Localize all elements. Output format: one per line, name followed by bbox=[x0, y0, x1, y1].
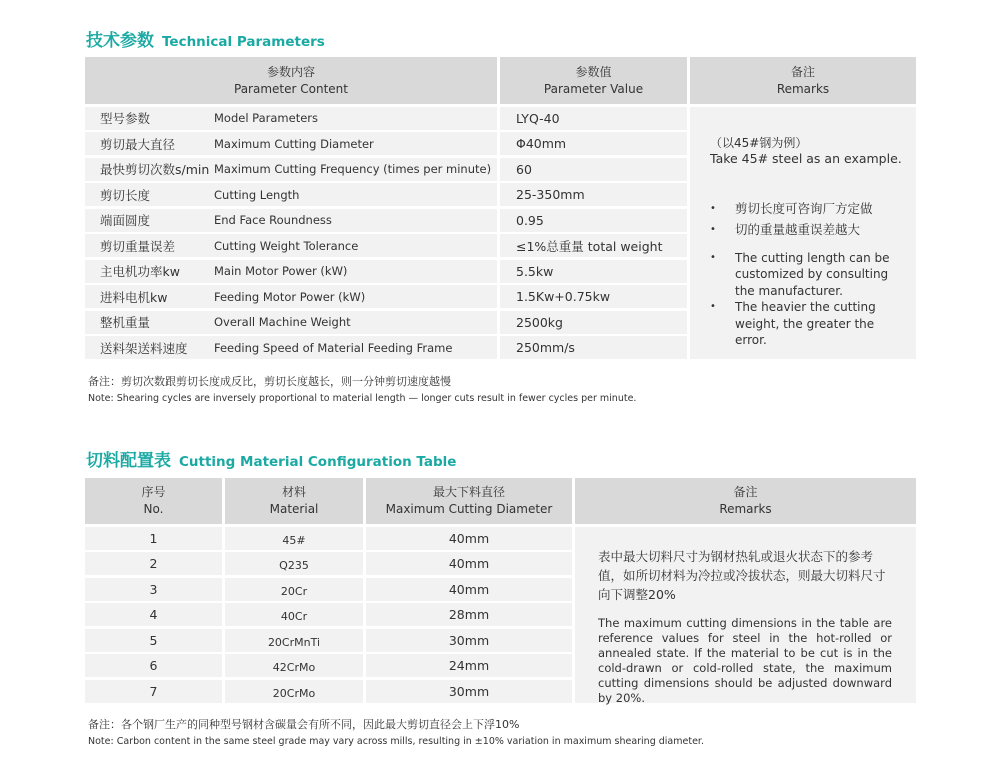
row-number-cell: 6 bbox=[85, 654, 222, 677]
header-max-diameter bbox=[366, 478, 572, 524]
parameter-value-cell: Φ40mm bbox=[500, 132, 687, 155]
parameter-name-cn: 端面圆度 bbox=[100, 213, 151, 228]
material-cell: 20CrMnTi bbox=[225, 629, 363, 652]
diameter-cell: 40mm bbox=[366, 527, 572, 550]
parameter-name-cn: 剪切重量误差 bbox=[100, 238, 176, 254]
row-number-cell: 4 bbox=[85, 603, 222, 626]
note-en: Note: Carbon content in the same steel grade may vary across mills, resulting in ±10% variation in maximum shearing diameter. bbox=[88, 736, 704, 747]
row-number-cell: 1 bbox=[85, 527, 222, 550]
parameter-name-cn: 最快剪切次数s/min bbox=[100, 162, 210, 177]
remarks-cell bbox=[690, 107, 916, 360]
header-material bbox=[225, 478, 363, 524]
parameter-name-cn: 剪切长度 bbox=[100, 187, 151, 203]
parameter-content-cell bbox=[85, 260, 497, 283]
remarks-en: The maximum cutting dimensions in the table are reference values for steel in the hot-rolled or annealed state. If the material to be cut is in the cold-drawn or cold-rolled state, the maximum cutting dimensions should be adjusted downward by 20%. bbox=[598, 615, 892, 705]
technical-parameters-table bbox=[85, 57, 916, 359]
note-cn: 备注：各个钢厂生产的同种型号钢材含碳量会有所不同，因此最大剪切直径会上下浮10% bbox=[88, 718, 520, 731]
parameter-name-cn: 进料电机kw bbox=[100, 289, 168, 305]
parameter-content-cell bbox=[85, 311, 497, 334]
material-cell: 20Cr bbox=[225, 578, 363, 601]
parameter-name-en: End Face Roundness bbox=[214, 213, 332, 227]
material-cell: 42CrMo bbox=[225, 654, 363, 677]
parameter-value-cell: ≤1%总重量 total weight bbox=[500, 234, 687, 257]
technical-note bbox=[88, 374, 636, 407]
parameter-name-en: Maximum Cutting Diameter bbox=[214, 136, 374, 151]
remarks-example-en: Take 45# steel as an example. bbox=[710, 151, 902, 166]
parameter-name-cn: 主电机功率kw bbox=[100, 264, 180, 279]
remark-bullet: • 剪切长度可咨询厂方定做 bbox=[710, 198, 906, 219]
parameter-value-cell: LYQ-40 bbox=[500, 107, 687, 130]
header-en: Material bbox=[269, 502, 319, 516]
parameter-name-en: Feeding Motor Power (kW) bbox=[214, 289, 366, 304]
parameter-value-cell: 2500kg bbox=[500, 311, 687, 334]
parameter-name-en: Cutting Weight Tolerance bbox=[214, 238, 359, 253]
parameter-name-en: Model Parameters bbox=[214, 111, 319, 125]
parameter-content-cell bbox=[85, 158, 497, 181]
header-cn: 备注 bbox=[790, 64, 815, 79]
title-en: Cutting Material Configuration Table bbox=[179, 454, 457, 470]
diameter-cell: 24mm bbox=[366, 654, 572, 677]
remarks-cell bbox=[575, 527, 916, 703]
header-cn: 序号 bbox=[141, 485, 166, 499]
remark-bullet: • The heavier the cutting weight, the greater the error. bbox=[710, 299, 906, 349]
parameter-content-cell bbox=[85, 183, 497, 206]
header-remarks bbox=[690, 57, 916, 104]
parameter-name-cn: 送料架送料速度 bbox=[100, 340, 188, 356]
parameter-value-cell: 5.5kw bbox=[500, 260, 687, 283]
title-en: Technical Parameters bbox=[162, 34, 325, 50]
title-cn: 技术参数 bbox=[86, 31, 154, 51]
remarks-cn: 表中最大切料尺寸为钢材热轧或退火状态下的参考值，如所切材料为冷拉或冷拔状态，则最大切料尺寸向下调整20% bbox=[598, 548, 886, 602]
parameter-name-en: Overall Machine Weight bbox=[214, 315, 351, 329]
material-note bbox=[88, 717, 704, 750]
parameter-name-en: Main Motor Power (kW) bbox=[214, 264, 348, 278]
remarks-example-cn: （以45#钢为例） bbox=[710, 135, 808, 150]
header-en: Remarks bbox=[776, 81, 830, 96]
parameter-content-cell bbox=[85, 285, 497, 308]
parameter-name-en: Maximum Cutting Frequency (times per minute) bbox=[214, 162, 492, 176]
material-cell: 40Cr bbox=[225, 603, 363, 626]
parameter-content-cell bbox=[85, 209, 497, 232]
header-cn: 备注 bbox=[733, 485, 758, 499]
parameter-content-cell bbox=[85, 336, 497, 359]
parameter-content-cell bbox=[85, 107, 497, 130]
remark-bullet: • The cutting length can be customized by consulting the manufacturer. bbox=[710, 250, 906, 300]
parameter-value-cell: 250mm/s bbox=[500, 336, 687, 359]
parameter-value-cell: 0.95 bbox=[500, 209, 687, 232]
header-en: Remarks bbox=[719, 502, 772, 516]
row-number-cell: 3 bbox=[85, 578, 222, 601]
header-parameter-content bbox=[85, 57, 497, 104]
diameter-cell: 40mm bbox=[366, 578, 572, 601]
diameter-cell: 30mm bbox=[366, 680, 572, 703]
header-cn: 材料 bbox=[281, 485, 306, 499]
parameter-name-en: Cutting Length bbox=[214, 187, 300, 202]
material-cell: 20CrMo bbox=[225, 680, 363, 703]
remark-bullet: • 切的重量越重误差越大 bbox=[710, 219, 906, 240]
parameter-value-cell: 60 bbox=[500, 158, 687, 181]
parameter-content-cell bbox=[85, 234, 497, 257]
parameter-value-cell: 1.5Kw+0.75kw bbox=[500, 285, 687, 308]
title-cn: 切料配置表 bbox=[86, 451, 171, 471]
diameter-cell: 28mm bbox=[366, 603, 572, 626]
parameter-name-cn: 剪切最大直径 bbox=[100, 136, 176, 152]
header-parameter-value bbox=[500, 57, 687, 104]
header-cn: 参数值 bbox=[575, 64, 612, 79]
header-remarks bbox=[575, 478, 916, 524]
remarks-list bbox=[710, 198, 906, 349]
parameter-value-cell: 25-350mm bbox=[500, 183, 687, 206]
diameter-cell: 30mm bbox=[366, 629, 572, 652]
material-cell: Q235 bbox=[225, 552, 363, 575]
note-cn: 备注：剪切次数跟剪切长度成反比，剪切长度越长，则一分钟剪切速度越慢 bbox=[88, 375, 451, 388]
section-title-technical-parameters bbox=[86, 26, 325, 51]
parameter-content-cell bbox=[85, 132, 497, 155]
material-cell: 45# bbox=[225, 527, 363, 550]
header-en: Maximum Cutting Diameter bbox=[385, 502, 553, 516]
diameter-cell: 40mm bbox=[366, 552, 572, 575]
row-number-cell: 2 bbox=[85, 552, 222, 575]
header-cn: 最大下料直径 bbox=[432, 485, 505, 499]
section-title-cutting-material bbox=[86, 446, 456, 471]
header-en: No. bbox=[143, 502, 164, 516]
header-cn: 参数内容 bbox=[266, 64, 315, 79]
row-number-cell: 5 bbox=[85, 629, 222, 652]
cutting-material-table bbox=[85, 478, 916, 703]
parameter-name-cn: 型号参数 bbox=[100, 111, 151, 126]
header-en: Parameter Value bbox=[543, 81, 644, 96]
row-number-cell: 7 bbox=[85, 680, 222, 703]
header-no bbox=[85, 478, 222, 524]
header-en: Parameter Content bbox=[234, 81, 348, 96]
parameter-name-en: Feeding Speed of Material Feeding Frame bbox=[214, 340, 453, 355]
parameter-name-cn: 整机重量 bbox=[100, 315, 151, 330]
note-en: Note: Shearing cycles are inversely proportional to material length — longer cuts result in fewer cycles per minute. bbox=[88, 393, 637, 404]
